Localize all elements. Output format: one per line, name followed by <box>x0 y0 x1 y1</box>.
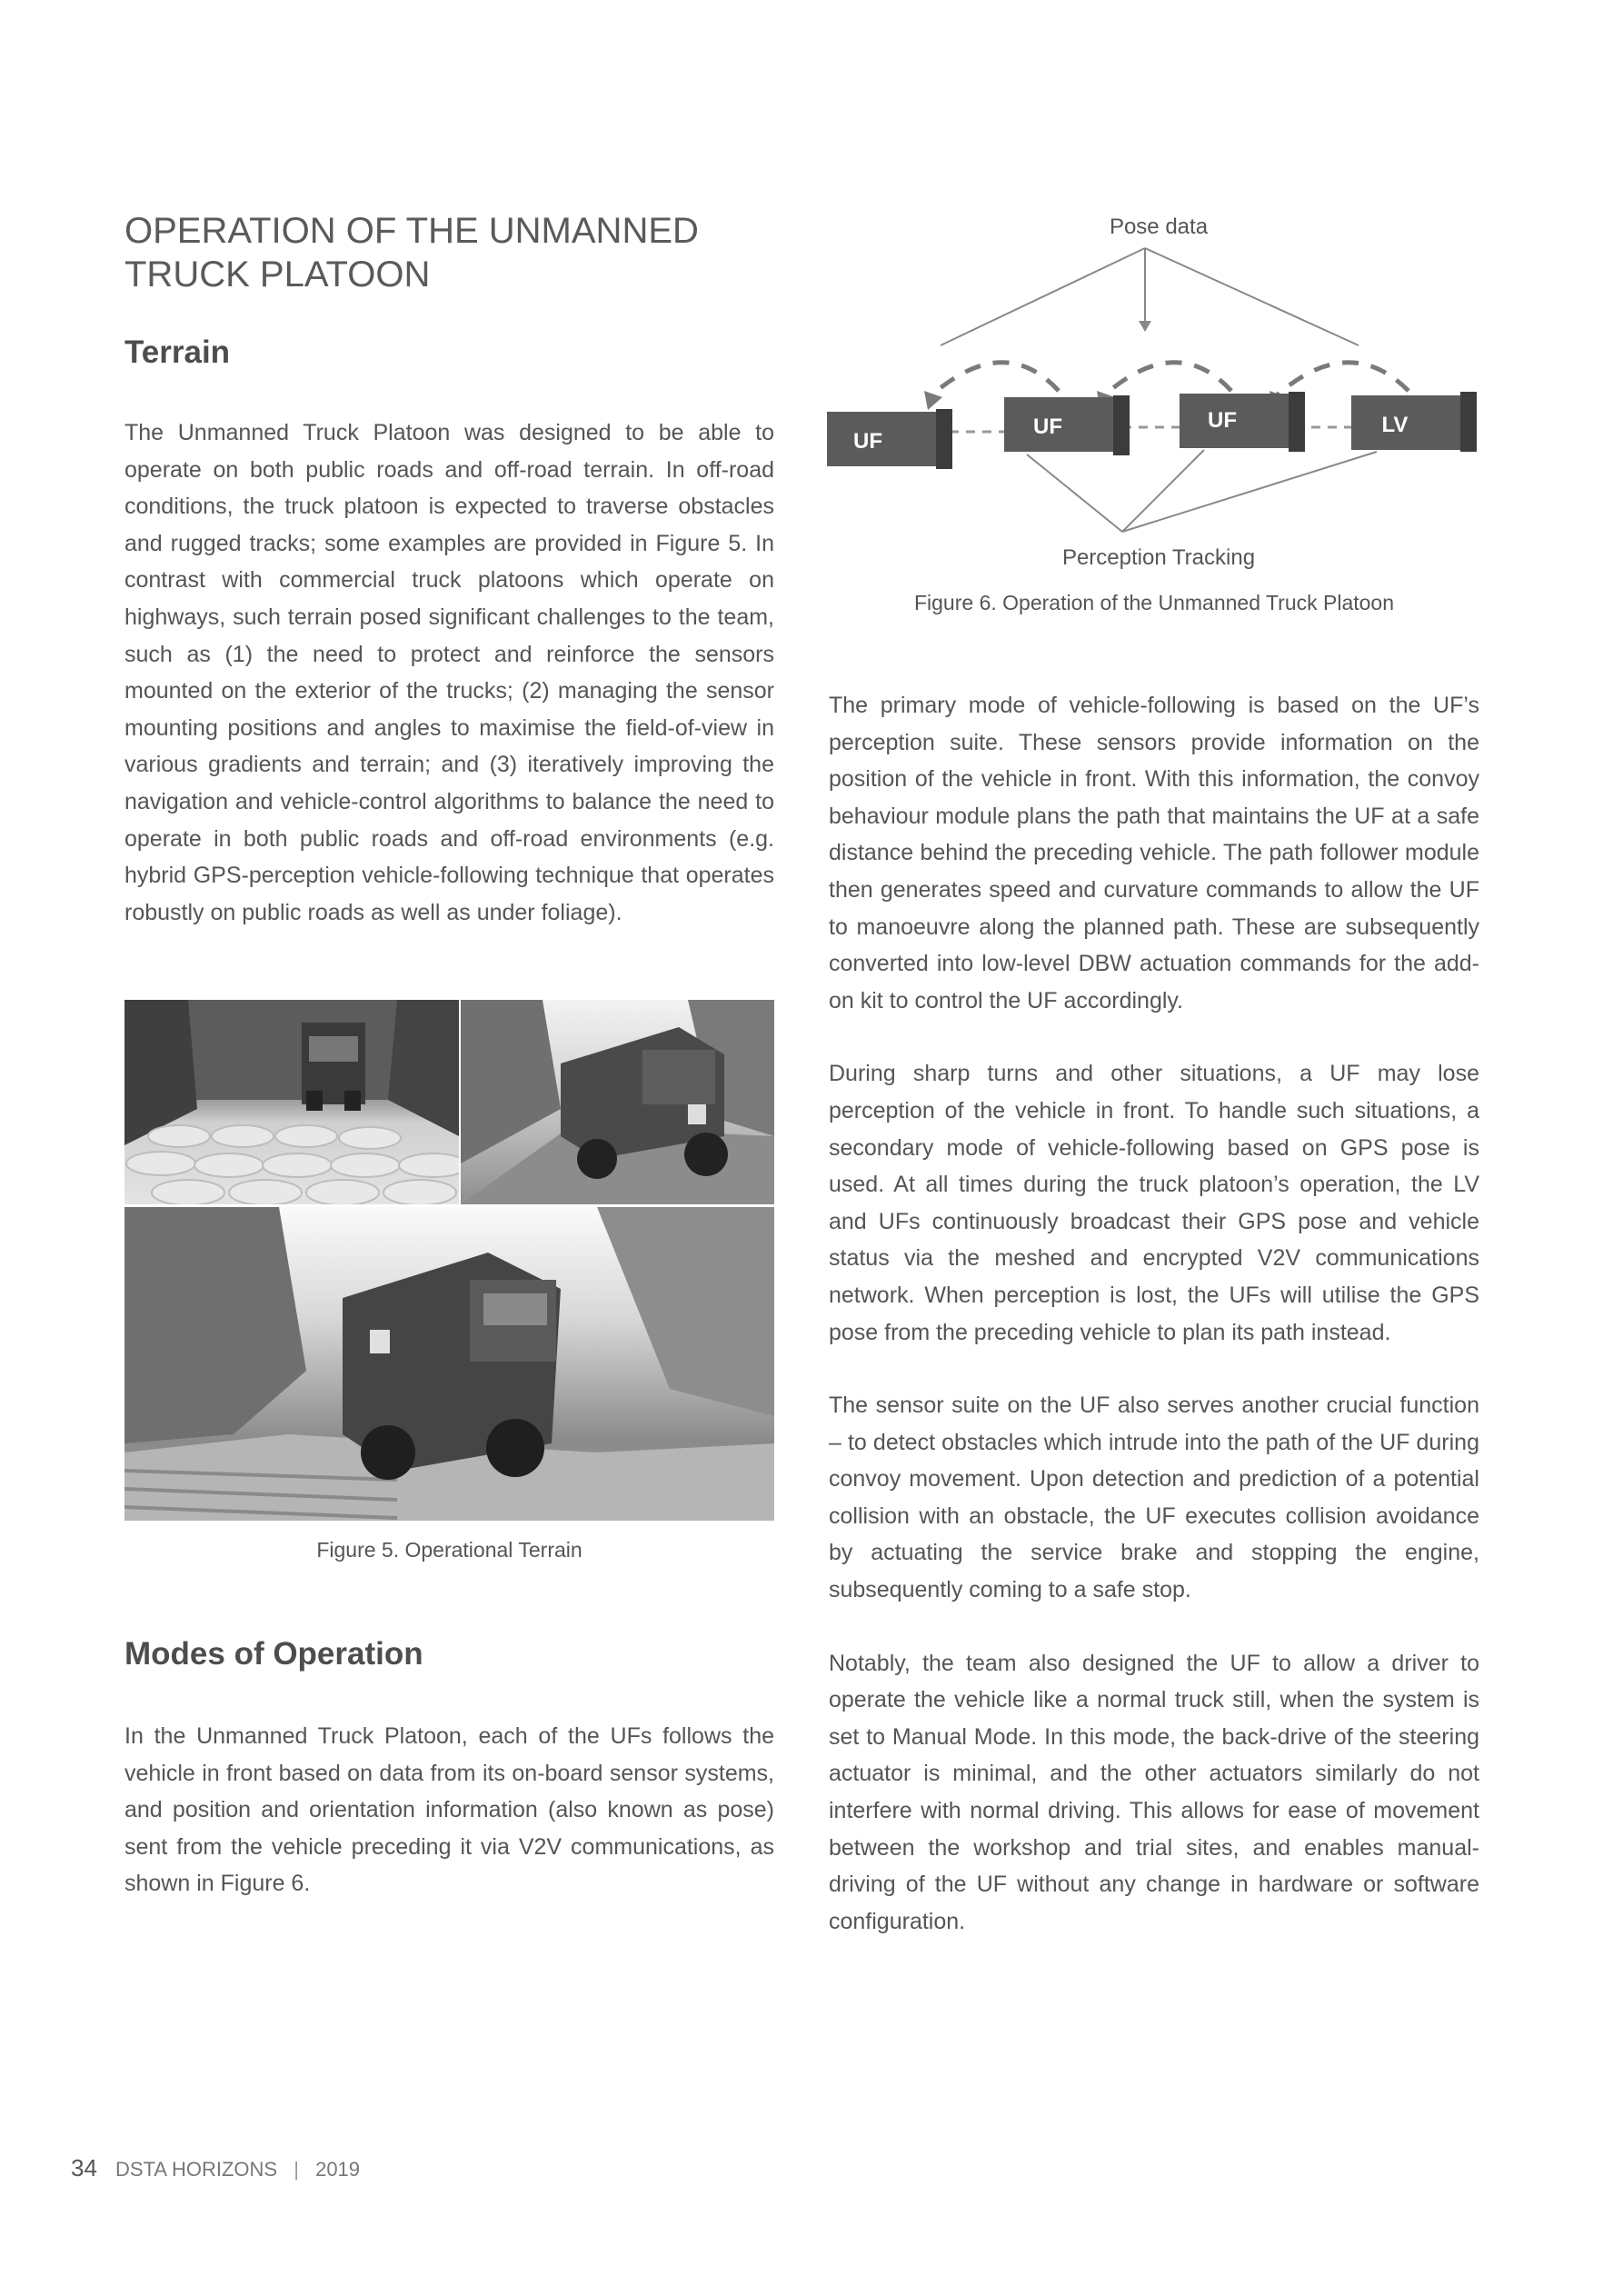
terrain-paragraph: The Unmanned Truck Platoon was designed to be able to operate on both public roads and off-road terrain. In off-road conditions, the truck platoon is expected to traverse obstacles and rugged tracks; some examples are provided in Figure 5. In contrast with commercial truck platoons which operate on highways, such terrain posed significant challenges to the team, such as (1) the need to protect and reinforce the sensors mounted on the exterior of the trucks; (2) managing the sensor mounting positions and angles to maximise the field-of-view in various gradients and terrain; and (3) iteratively improving the navigation and vehicle-control algorithms to balance the need to operate in both public roads and off-road environments (e.g. hybrid GPS-perception vehicle-following technique that operates robustly on public roads as well as under foliage). <box>124 420 774 925</box>
left-column <box>124 209 774 931</box>
section-heading: OPERATION OF THE UNMANNED TRUCK PLATOON <box>124 211 699 294</box>
terrain-photo-dirt-road <box>461 1000 774 1204</box>
footer-separator: | <box>294 2158 299 2181</box>
publication-year: 2019 <box>315 2158 361 2181</box>
modes-heading: Modes of Operation <box>124 1636 423 1672</box>
paragraph-obstacle-detection: The sensor suite on the UF also serves another crucial function – to detect obstacles which intrude into the path of the UF during convoy movement. Upon detection and prediction of a potential collision with an obstacle, the UF executes collision avoidance by actuating the service brake and stopping the engine, subsequently coming to a safe stop. <box>829 1393 1479 1603</box>
paragraph-secondary-mode: During sharp turns and other situations, a UF may lose perception of the vehicle in front. To handle such situations, a secondary mode of vehicle-following based on GPS pose is used. At all times during the truck platoon’s operation, the LV and UFs continuously broadcast their GPS pose and vehicle status via the meshed and encrypted V2V communications network. When perception is lost, the UFs will utilise the GPS pose from the preceding vehicle to plan its path instead. <box>829 1061 1479 1345</box>
modes-section <box>124 1636 774 1902</box>
page-footer <box>71 2154 360 2182</box>
modes-paragraph: In the Unmanned Truck Platoon, each of the UFs follows the vehicle in front based on data from its on-board sensor systems, and position and orientation information (also known as pose) sent from the vehicle preceding it via V2V communications, as shown in Figure 6. <box>124 1723 774 1897</box>
terrain-photo-forest-track <box>124 1207 774 1521</box>
figure5-caption: Figure 5. Operational Terrain <box>316 1538 582 1562</box>
figure6-caption: Figure 6. Operation of the Unmanned Truck Platoon <box>913 591 1395 614</box>
truck-3-label: UF <box>1208 408 1237 433</box>
terrain-heading: Terrain <box>124 334 231 370</box>
truck-1-label: UF <box>853 429 882 454</box>
truck-4-label: LV <box>1381 413 1409 437</box>
publication-name: DSTA HORIZONS <box>115 2158 278 2181</box>
figure6-diagram <box>822 205 1513 577</box>
terrain-photo-sandbags <box>124 1000 459 1204</box>
paragraph-primary-mode: The primary mode of vehicle-following is based on the UF’s perception suite. These sensors provide information on the position of the vehicle in front. With this information, the convoy behaviour module plans the path that maintains the UF at a safe distance behind the preceding vehicle. The path follower module then generates speed and curvature commands to allow the UF to manoeuvre along the planned path. These are subsequently converted into low-level DBW actuation commands for the add-on kit to control the UF accordingly. <box>829 693 1479 1013</box>
page-number: 34 <box>71 2154 97 2181</box>
paragraph-manual-mode: Notably, the team also designed the UF to allow a driver to operate the vehicle like a normal truck still, when the system is set to Manual Mode. In this mode, the back-drive of the steering actuator is minimal, and the other actuators similarly do not interfere with normal driving. This allows for ease of movement between the workshop and trial sites, and enables manual-driving of the UF without any change in hardware or software configuration. <box>829 1650 1479 1934</box>
right-column-text <box>829 687 1479 1940</box>
pose-data-label: Pose data <box>1109 215 1209 239</box>
perception-tracking-label: Perception Tracking <box>1061 545 1256 570</box>
truck-2-label: UF <box>1033 414 1062 439</box>
